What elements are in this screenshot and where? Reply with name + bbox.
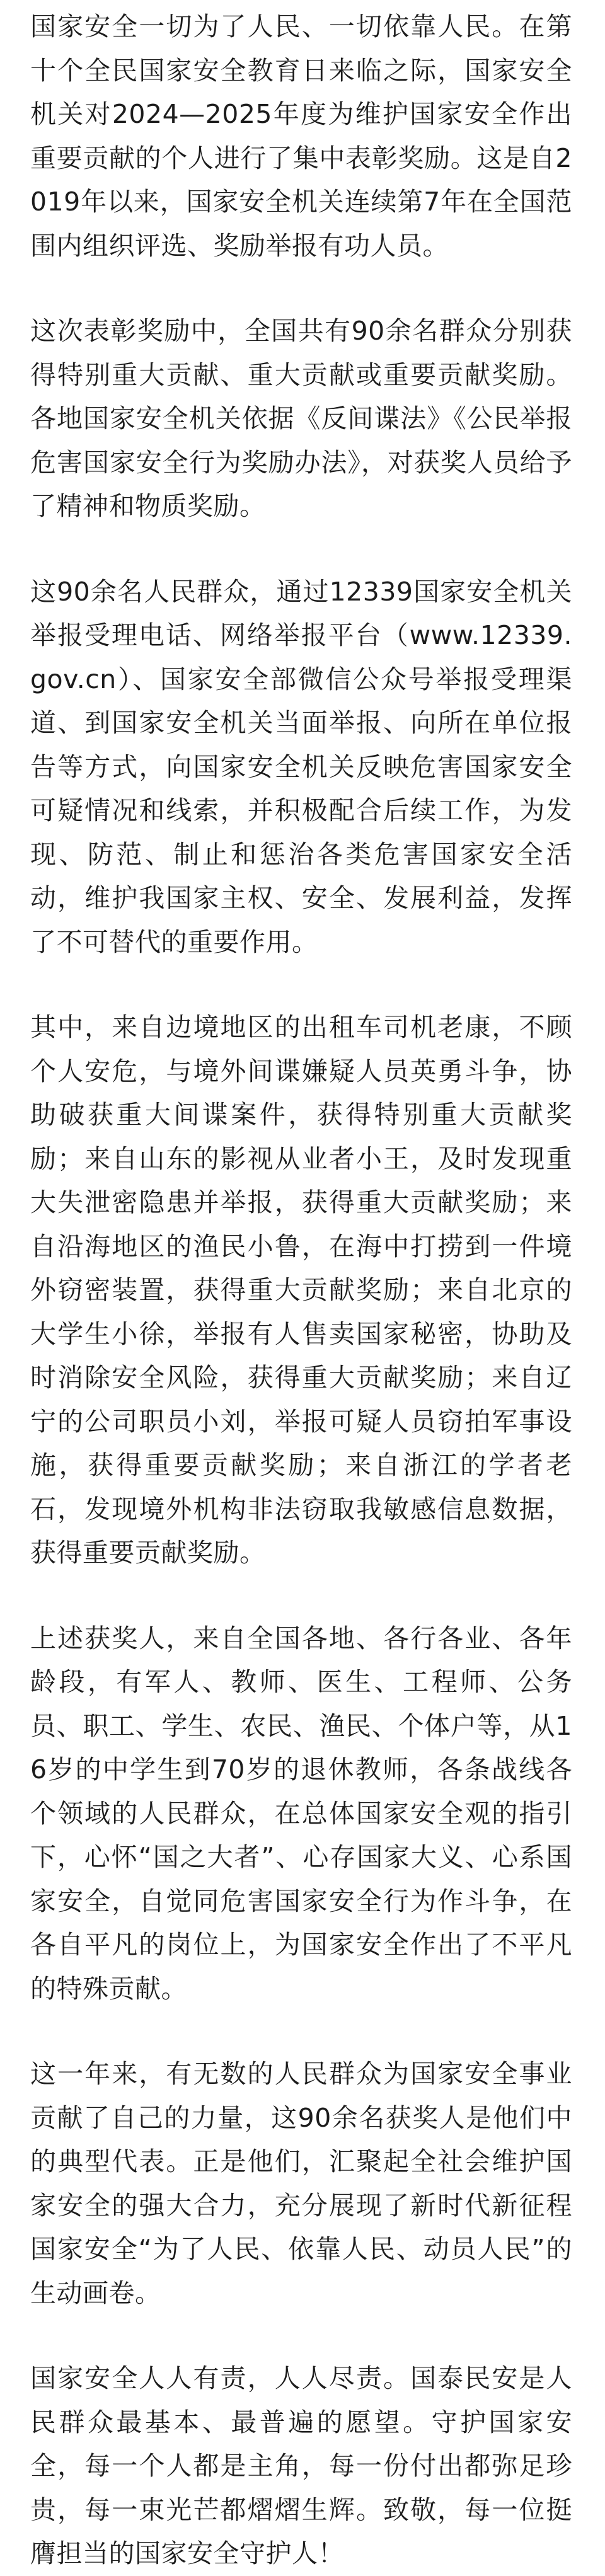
paragraph-6: 这一年来，有无数的人民群众为国家安全事业贡献了自己的力量，这90余名获奖人是他们中的典型代表。正是他们，汇聚起全社会维护国家安全的强大合力，充分展现了新时代新征程国家安全“为了人民、依靠人民、动员人民”的生动画卷。 <box>30 2059 572 2308</box>
paragraph-5: 上述获奖人，来自全国各地、各行各业、各年龄段，有军人、教师、医生、工程师、公务员、职工、学生、农民、渔民、个体户等，从16岁的中学生到70岁的退休教师，各条战线各个领域的人民群众，在总体国家安全观的指引下，心怀“国之大者”、心存国家大义、心系国家安全，自觉同危害国家安全行为作斗争，在各自平凡的岗位上，为国家安全作出了不平凡的特殊贡献。 <box>30 1623 572 2004</box>
paragraph-3: 这90余名人民群众，通过12339国家安全机关举报受理电话、网络举报平台（www.12339.gov.cn）、国家安全部微信公众号举报受理渠道、到国家安全机关当面举报、向所在单位报告等方式，向国家安全机关反映危害国家安全可疑情况和线索，并积极配合后续工作，为发现、防范、制止和惩治各类危害国家安全活动，维护我国家主权、安全、发展利益，发挥了不可替代的重要作用。 <box>30 576 572 957</box>
paragraph-2: 这次表彰奖励中，全国共有90余名群众分别获得特别重大贡献、重大贡献或重要贡献奖励。各地国家安全机关依据《反间谍法》《公民举报危害国家安全行为奖励办法》，对获奖人员给予了精神和物质奖励。 <box>30 316 572 521</box>
paragraph-1: 国家安全一切为了人民、一切依靠人民。在第十个全民国家安全教育日来临之际，国家安全机关对2024—2025年度为维护国家安全作出重要贡献的个人进行了集中表彰奖励。这是自2019年以来，国家安全机关连续第7年在全国范围内组织评选、奖励举报有功人员。 <box>30 11 572 261</box>
paragraph-7: 国家安全人人有责，人人尽责。国泰民安是人民群众最基本、最普遍的愿望。守护国家安全，每一个人都是主角，每一份付出都弥足珍贵，每一束光芒都熠熠生辉。致敬，每一位挺膺担当的国家安全守护人！ <box>30 2363 572 2568</box>
article-body <box>30 5 572 2576</box>
paragraph-4: 其中，来自边境地区的出租车司机老康，不顾个人安危，与境外间谍嫌疑人员英勇斗争，协助破获重大间谍案件，获得特别重大贡献奖励；来自山东的影视从业者小王，及时发现重大失泄密隐患并举报，获得重大贡献奖励；来自沿海地区的渔民小鲁，在海中打捞到一件境外窃密装置，获得重大贡献奖励；来自北京的大学生小徐，举报有人售卖国家秘密，协助及时消除安全风险，获得重大贡献奖励；来自辽宁的公司职员小刘，举报可疑人员窃拍军事设施，获得重要贡献奖励；来自浙江的学者老石，发现境外机构非法窃取我敏感信息数据，获得重要贡献奖励。 <box>30 1012 572 1568</box>
